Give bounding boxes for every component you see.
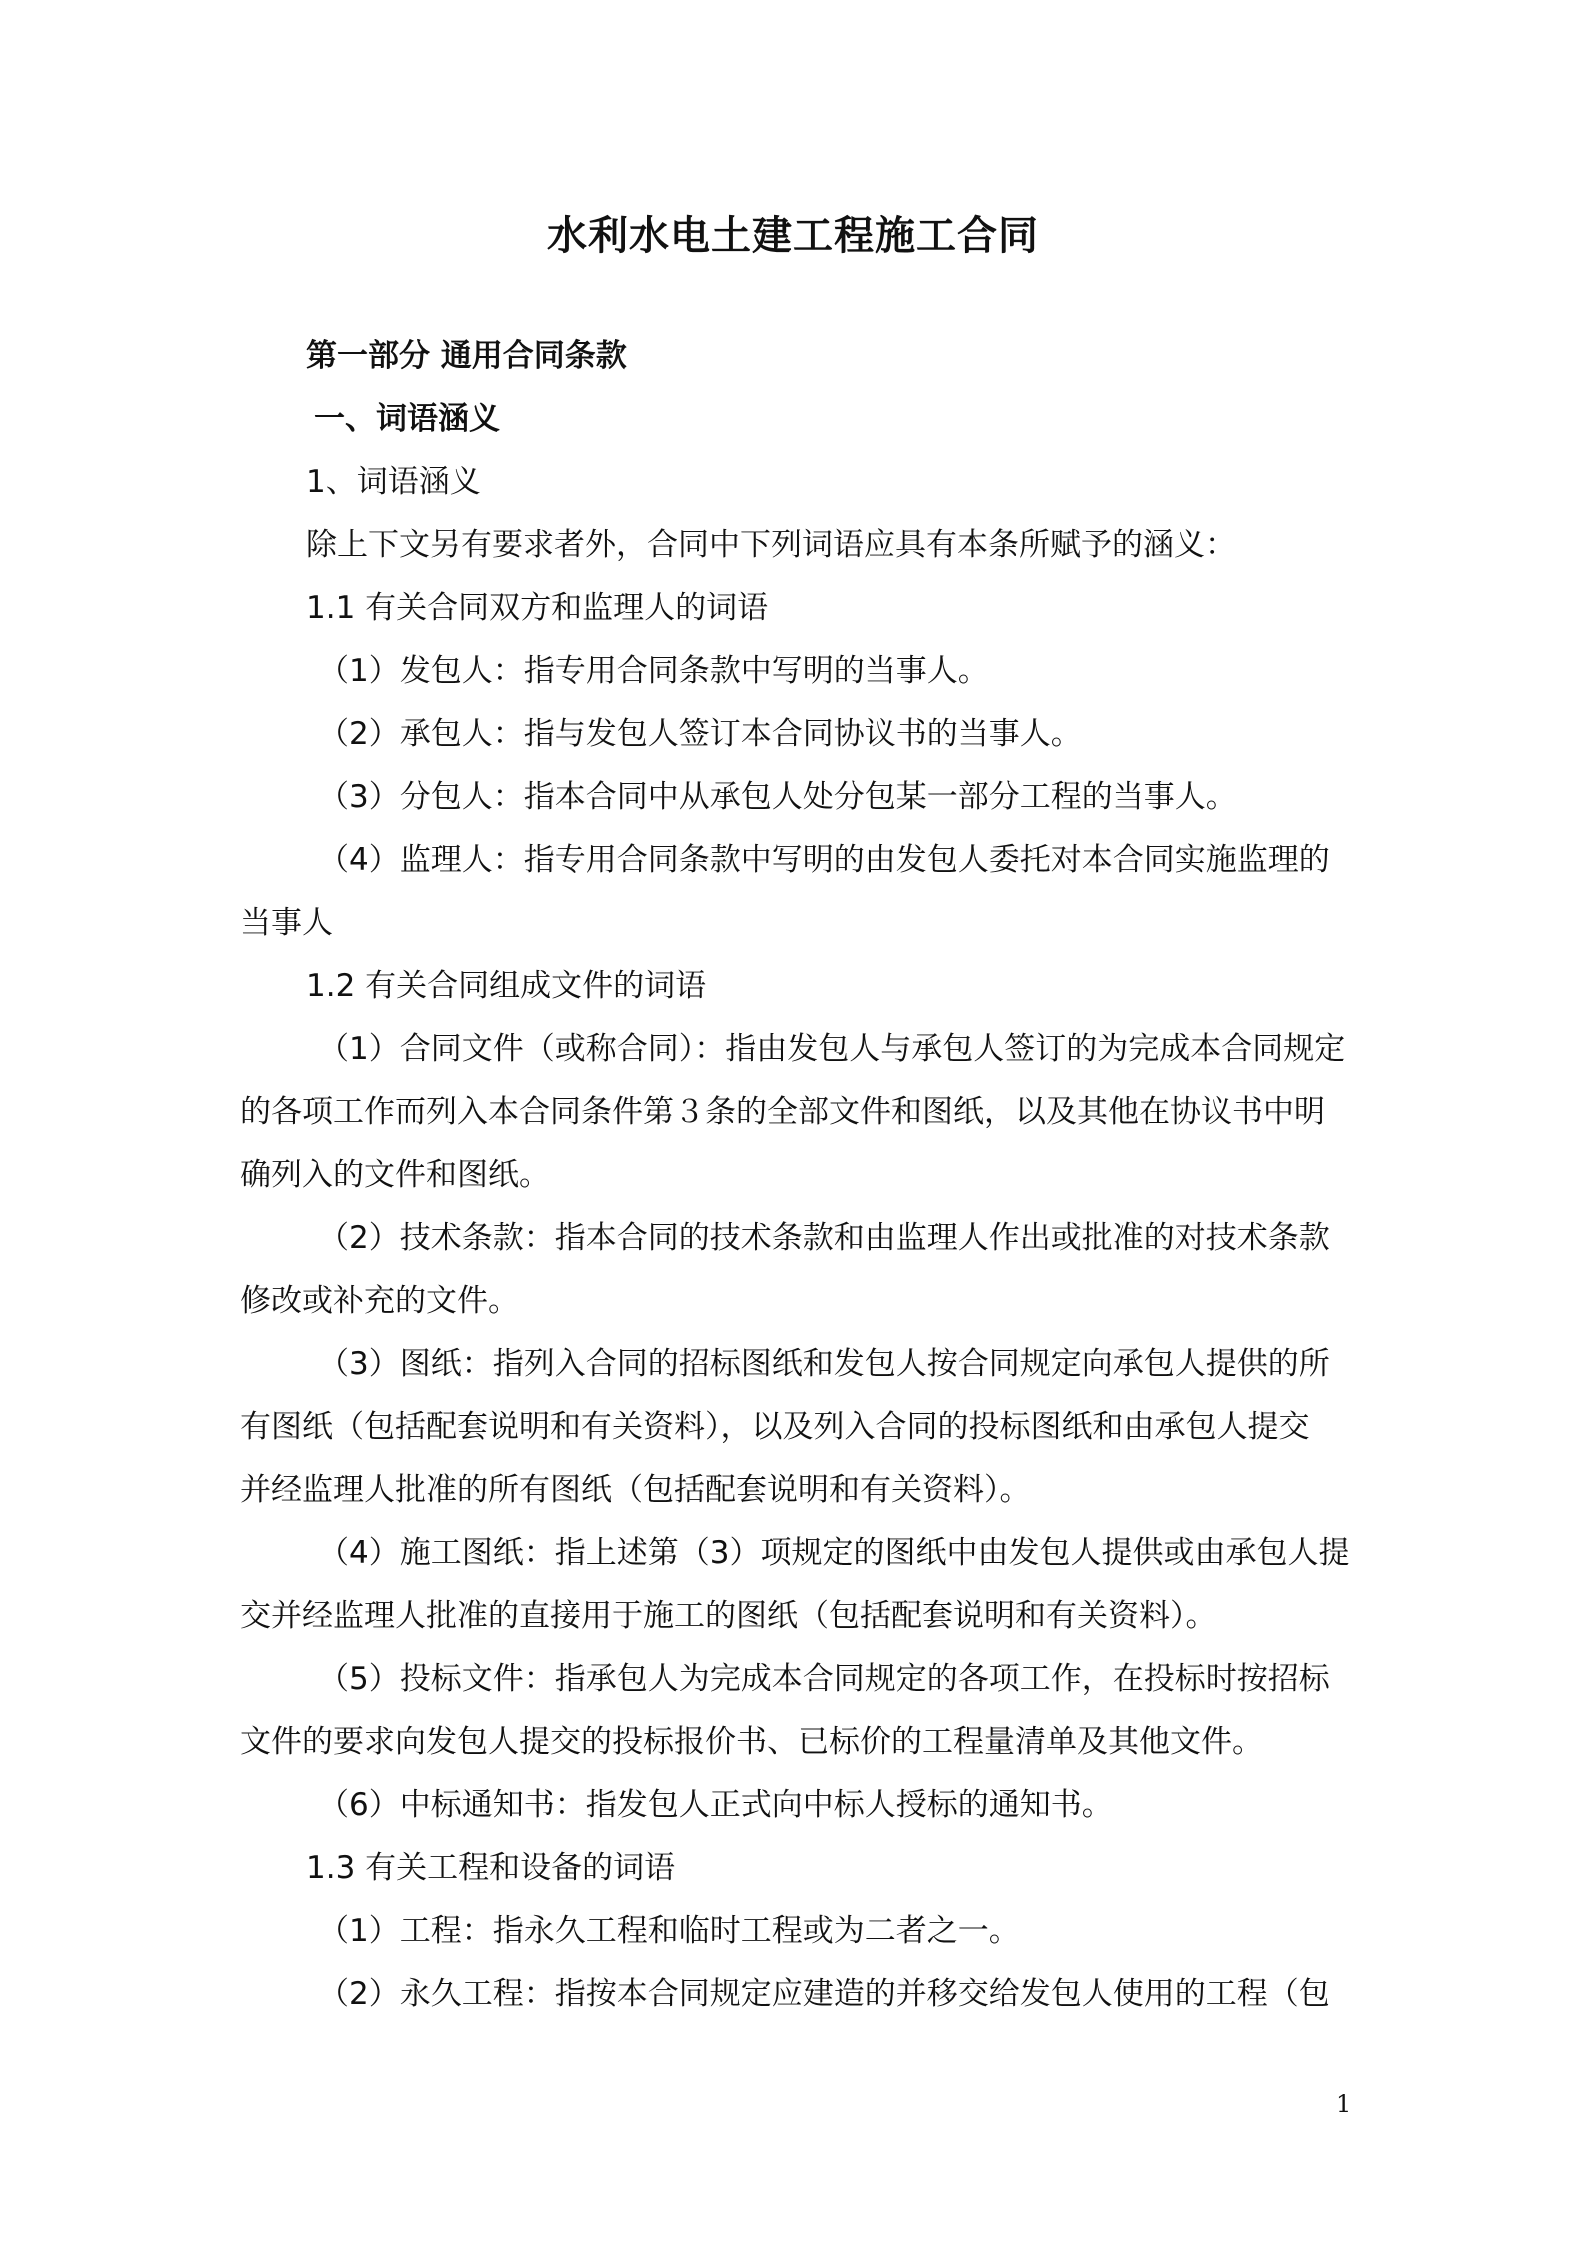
clause-1-1-1: （1）发包人：指专用合同条款中写明的当事人。: [318, 653, 989, 689]
clause-1-2-6: （6）中标通知书：指发包人正式向中标人授标的通知书。: [318, 1787, 1113, 1823]
page-number: 1: [1336, 2090, 1352, 2118]
clause-1-2-3-cont: 有图纸（包括配套说明和有关资料），以及列入合同的投标图纸和由承包人提交: [240, 1409, 1310, 1445]
clause-1-2-5: （5）投标文件：指承包人为完成本合同规定的各项工作，在投标时按招标: [318, 1661, 1330, 1697]
section-1-3-heading: 1.3 有关工程和设备的词语: [306, 1850, 676, 1886]
clause-1-2-4-cont: 交并经监理人批准的直接用于施工的图纸（包括配套说明和有关资料）。: [240, 1598, 1217, 1634]
clause-1-1-2: （2）承包人：指与发包人签订本合同协议书的当事人。: [318, 716, 1082, 752]
clause-1-2-5-cont: 文件的要求向发包人提交的投标报价书、已标价的工程量清单及其他文件。: [240, 1724, 1263, 1760]
section-1-1-heading: 1.1 有关合同双方和监理人的词语: [306, 590, 769, 626]
article-heading: 1、词语涵义: [306, 464, 481, 500]
clause-1-2-1-cont: 确列入的文件和图纸。: [240, 1157, 550, 1193]
clause-1-2-1-cont: 的各项工作而列入本合同条件第３条的全部文件和图纸，以及其他在协议书中明: [240, 1094, 1325, 1130]
clause-1-2-3: （3）图纸：指列入合同的招标图纸和发包人按合同规定向承包人提供的所: [318, 1346, 1330, 1382]
part-heading: 第一部分 通用合同条款: [306, 338, 627, 374]
chapter-heading: 一、词语涵义: [314, 401, 500, 437]
clause-1-2-2-cont: 修改或补充的文件。: [240, 1283, 519, 1319]
clause-1-2-3-cont: 并经监理人批准的所有图纸（包括配套说明和有关资料）。: [240, 1472, 1031, 1508]
clause-1-1-4: （4）监理人：指专用合同条款中写明的由发包人委托对本合同实施监理的: [318, 842, 1330, 878]
clause-1-2-1: （1）合同文件（或称合同）：指由发包人与承包人签订的为完成本合同规定: [318, 1031, 1346, 1067]
document-title: 水利水电土建工程施工合同: [547, 213, 1039, 259]
intro-paragraph: 除上下文另有要求者外，合同中下列词语应具有本条所赋予的涵义：: [306, 527, 1236, 563]
clause-1-1-4-cont: 当事人: [240, 905, 333, 941]
clause-1-1-3: （3）分包人：指本合同中从承包人处分包某一部分工程的当事人。: [318, 779, 1237, 815]
clause-1-3-2: （2）永久工程：指按本合同规定应建造的并移交给发包人使用的工程（包: [318, 1976, 1330, 2012]
clause-1-2-4: （4）施工图纸：指上述第（3）项规定的图纸中由发包人提供或由承包人提: [318, 1535, 1350, 1571]
clause-1-3-1: （1）工程：指永久工程和临时工程或为二者之一。: [318, 1913, 1020, 1949]
clause-1-2-2: （2）技术条款：指本合同的技术条款和由监理人作出或批准的对技术条款: [318, 1220, 1330, 1256]
section-1-2-heading: 1.2 有关合同组成文件的词语: [306, 968, 707, 1004]
